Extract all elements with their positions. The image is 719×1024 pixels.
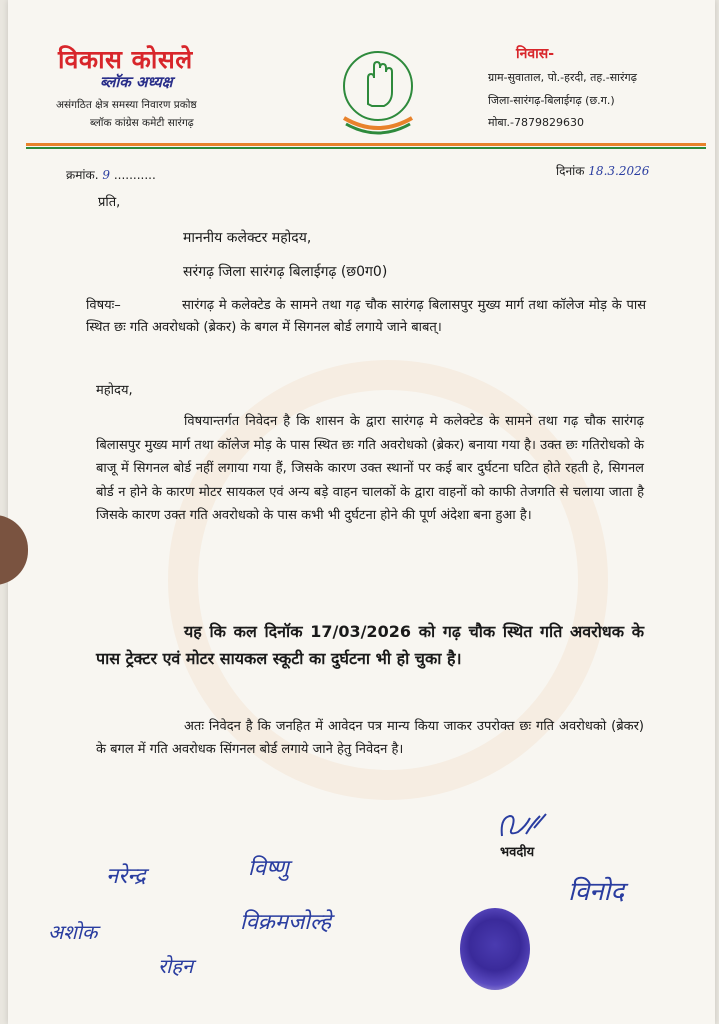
ref-label: क्रमांक. bbox=[66, 168, 99, 182]
signature-3: विनोद bbox=[568, 877, 625, 907]
closing-bhavdiy: भवदीय bbox=[500, 845, 535, 860]
org-line-1: असंगठित क्षेत्र समस्या निवारण प्रकोष्ठ bbox=[56, 99, 197, 111]
congress-hand-logo bbox=[338, 46, 418, 136]
date-label: दिनांक bbox=[556, 164, 585, 178]
thumbprint-stamp bbox=[460, 908, 530, 990]
signature-2: विष्णु bbox=[248, 856, 289, 881]
reference-number bbox=[66, 166, 156, 183]
residence-title: निवास- bbox=[516, 46, 555, 62]
signature-4: विक्रमजोल्हे bbox=[240, 910, 332, 935]
subject-label: विषयः– bbox=[86, 298, 121, 313]
residence-phone: मोबा.-7879829630 bbox=[488, 116, 585, 129]
date-value: 18.3.2026 bbox=[588, 164, 650, 178]
subject-text: सारंगढ़ मे कलेक्टेड के सामने तथा गढ़ चौक सारंगढ़ बिलासपुर मुख्य मार्ग तथा कॉलेज मोड़ के पास स्थित छः गति अवरोधको (ब्रेकर) के बगल में सिगनल बोर्ड लगाये जाने बाबत्। bbox=[86, 298, 646, 335]
ref-dots: ........... bbox=[113, 168, 156, 182]
signature-6: रोहन bbox=[158, 954, 194, 978]
sender-name: विकास कोसले bbox=[58, 45, 193, 74]
ref-value: 9 bbox=[102, 168, 110, 182]
signature-1: नरेन्द्र bbox=[106, 864, 146, 889]
body-paragraph-3: अतः निवेदन है कि जनहित में आवेदन पत्र मान्य किया जाकर उपरोक्त छः गति अवरोधको (ब्रेकर) के बगल में गति अवरोधक सिंगनल बोर्ड लगाये जाने हेतु निवेदन है। bbox=[96, 719, 644, 757]
addressee-line-1: माननीय कलेक्टर महोदय, bbox=[183, 230, 312, 246]
header-rule-green bbox=[26, 147, 706, 149]
body-paragraph-2: यह कि कल दिनॉक 17/03/2026 को गढ़ चौक स्थित गति अवरोधक के पास ट्रेक्टर एवं मोटर सायकल स्कूटी का दुर्घटना भी हो चुका है। bbox=[96, 622, 644, 668]
sender-role: ब्लॉक अध्यक्ष bbox=[100, 73, 173, 91]
prati-line: प्रति, bbox=[98, 195, 121, 210]
signature-5: अशोक bbox=[48, 920, 98, 944]
org-line-2: ब्लॉक कांग्रेस कमेटी सारंगढ़ bbox=[90, 117, 194, 129]
header-rule-orange bbox=[26, 143, 706, 146]
holding-thumb bbox=[0, 515, 28, 585]
letter-page bbox=[8, 0, 715, 1024]
residence-line-2: जिला-सारंगढ़-बिलाईगढ़ (छ.ग.) bbox=[488, 94, 615, 107]
salutation: महोदय, bbox=[96, 383, 133, 398]
addressee-line-2: सरंगढ़ जिला सारंगढ़ बिलाईगढ़ (छ0ग0) bbox=[183, 264, 388, 280]
residence-line-1: ग्राम-सुवाताल, पो.-हरदी, तह.-सारंगढ़ bbox=[488, 71, 637, 84]
subject-block bbox=[86, 295, 646, 339]
body-paragraph-1: विषयान्तर्गत निवेदन है कि शासन के द्वारा सारंगढ़ मे कलेक्टेड के सामने तथा गढ़ चौक सारंगढ़ बिलासपुर मुख्य मार्ग तथा कॉलेज मोड़ के पास स्थित छः गति अवरोधको (ब्रेकर) बनाया गया है। उक्त छः गतिरोधको के बाजू में सिगनल बोर्ड नहीं लगाया गया हैं, जिसके कारण उक्त स्थानों पर कई बार दुर्घटना घटित होते रहती हे, सिगनल बोर्ड न होने के कारण मोटर सायकल एवं अन्य बड़े वाहन चालकों के द्वारा वाहनों को काफी तेजगति से चलाया जाता है जिसके कारण उक्त गति अवरोधको के पास कभी भी दुर्घटना होने की पूर्ण अंदेशा बना हुआ है। bbox=[96, 414, 644, 523]
letter-date bbox=[556, 162, 649, 179]
signature-scribble bbox=[496, 808, 556, 846]
